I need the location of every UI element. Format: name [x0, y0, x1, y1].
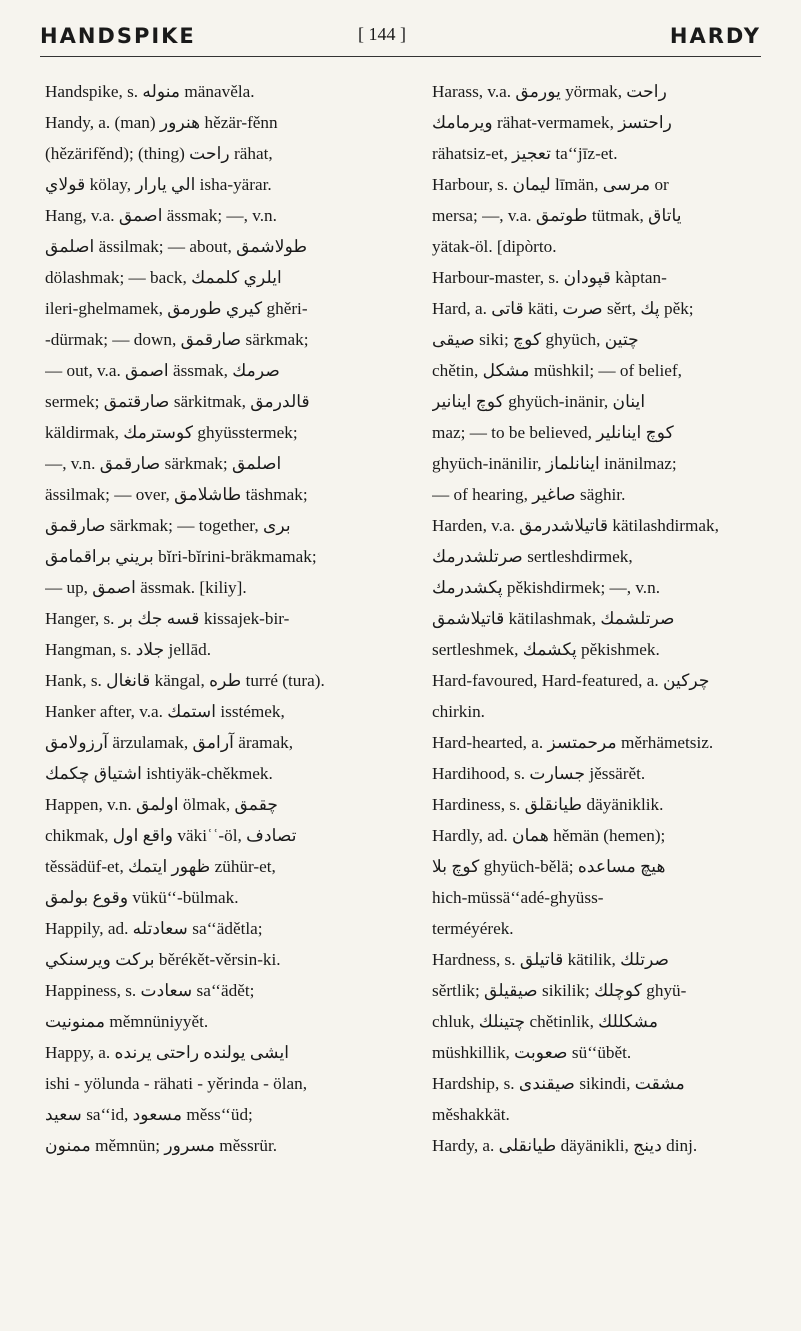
dictionary-line: بريني براقمامق bĭri-bĭrini-bräkmamak; — [45, 547, 317, 566]
dictionary-line: těssädüf-et, ظهور ايتمك zühür-et, — [45, 857, 276, 876]
dictionary-line: قولاي kölay, الي يارار ishа-yärar. — [45, 175, 272, 194]
dictionary-line: ممنونيت měmnüniyyět. — [45, 1012, 209, 1031]
dictionary-line: terméyérek. — [432, 919, 514, 938]
dictionary-line: Hang, v.a. اصمق ässmak; —, v.n. — [45, 206, 277, 225]
dictionary-line: Hardly, ad. همان hěmän (hemen); — [432, 826, 666, 845]
dictionary-line: rähatsiz-et, تعجيز ta‘‘jīz-et. — [432, 144, 618, 163]
dictionary-line: —, v.n. صارقمق särkmak; اصلمق — [45, 454, 282, 473]
dictionary-line: Hanker after, v.a. استمك isstémek, — [45, 702, 285, 721]
dictionary-line: كوچ بلا ghyüch-bělä; هيچ مساعده — [432, 857, 666, 876]
dictionary-line: ممنون měmnün; مسرور měssrür. — [45, 1136, 278, 1155]
dictionary-line: Hardness, s. قاتيلق kätilik, صرتلك — [432, 950, 670, 969]
dictionary-line: آرزولامق ärzulamak, آرامق äramak, — [45, 733, 294, 752]
right-column — [432, 76, 774, 1161]
dictionary-line: käldirmak, كوسترمك ghyüsstermek; — [45, 423, 298, 442]
dictionary-line: Hank, s. قانغال kängal, طره turré (tura). — [45, 671, 325, 690]
dictionary-line: — of hearing, صاغير säghir. — [432, 485, 626, 504]
running-head-right: HARDY — [669, 24, 761, 48]
dictionary-line: Happy, a. ايشى يولنده راحتى يرنده — [45, 1043, 290, 1062]
running-head-left: HANDSPIKE — [40, 24, 196, 48]
dictionary-line: صارقمق särkmak; — together, برى — [45, 516, 291, 535]
dictionary-line: Happily, ad. سعادتله sa‘‘ädětla; — [45, 919, 263, 938]
dictionary-line: sertleshmek, پكشمك pěkishmek. — [432, 640, 660, 659]
dictionary-line: Happen, v.n. اولمق ölmak, چقمق — [45, 795, 279, 814]
dictionary-line: صيقى siki; كوچ ghyüch, چتين — [432, 330, 639, 349]
dictionary-line: سعيد sa‘‘id, مسعود měss‘‘üd; — [45, 1105, 253, 1124]
dictionary-line: dölashmak; — back, ايلري كلممك — [45, 268, 282, 287]
dictionary-line: — up, اصمق ässmak. [kiliy]. — [45, 578, 247, 597]
dictionary-line: ghyüch-inänilir, اينانلماز inänilmaz; — [432, 454, 677, 473]
dictionary-line: Hangman, s. جلاد jellād. — [45, 640, 212, 659]
page-number: [ 144 ] — [358, 24, 406, 44]
dictionary-line: chirkin. — [432, 702, 485, 721]
dictionary-line: měshakkät. — [432, 1105, 510, 1124]
dictionary-line: ويرمامك rähat-vermamek, راحتسز — [432, 113, 672, 132]
dictionary-line: بركت ويرسنكي běrékět-věrsin-ki. — [45, 950, 281, 969]
dictionary-line: كوچ اينانير ghyüch-inänir, اينان — [432, 392, 646, 411]
dictionary-line: وقوع بولمق vükü‘‘-bülmak. — [45, 888, 239, 907]
dictionary-line: اشتياق چكمك ishtiyäk-chěkmek. — [45, 764, 273, 783]
dictionary-line: maz; — to be believed, كوچ اينانلير — [432, 423, 674, 442]
page-header — [40, 22, 761, 56]
dictionary-line: müshkillik, صعوبت sü‘‘übět. — [432, 1043, 632, 1062]
dictionary-line: ässilmak; — over, طاشلامق täshmak; — [45, 485, 308, 504]
dictionary-line: hich-müssä‘‘adé-ghyüss- — [432, 888, 604, 907]
dictionary-line: (hězärifěnd); (thing) راحت rähat, — [45, 144, 273, 163]
dictionary-line: Hard-favoured, Hard-featured, a. چركين — [432, 671, 710, 690]
dictionary-line: sermek; صارقتمق särkitmak, قالدرمق — [45, 392, 310, 411]
dictionary-line: قاتيلاشمق kätilashmak, صرتلشمك — [432, 609, 675, 628]
dictionary-line: Hardiness, s. طيانقلق däyäniklik. — [432, 795, 664, 814]
dictionary-line: Hard, a. قاتى käti, صرت sěrt, پك pěk; — [432, 299, 694, 318]
dictionary-line: Handy, a. (man) هنرور hězär-fěnn — [45, 113, 278, 132]
dictionary-line: Hardihood, s. جسارت jěssärět. — [432, 764, 646, 783]
dictionary-line: yätak-öl. [dipòrto. — [432, 237, 557, 256]
dictionary-line: chětin, مشكل müshkil; — of belief, — [432, 361, 682, 380]
header-rule — [40, 56, 761, 57]
dictionary-line: صرتلشدرمك sertleshdirmek, — [432, 547, 633, 566]
dictionary-line: Hardy, a. طيانقلى däyänikli, دينج dinj. — [432, 1136, 698, 1155]
dictionary-line: Harden, v.a. قاتيلاشدرمق kätilashdirmak, — [432, 516, 719, 535]
dictionary-line: mersa; —, v.a. طوتمق tütmak, ياتاق — [432, 206, 682, 225]
left-column — [45, 76, 387, 1161]
dictionary-line: Handspike, s. منوله mänavěla. — [45, 82, 255, 101]
dictionary-line: پكشدرمك pěkishdirmek; —, v.n. — [432, 578, 660, 597]
dictionary-line: — out, v.a. اصمق ässmak, صرمك — [45, 361, 280, 380]
dictionary-line: chikmak, واقع اول väkiʿʿ-öl, تصادف — [45, 826, 297, 845]
dictionary-line: Hard-hearted, a. مرحمتسز měrhämetsiz. — [432, 733, 714, 752]
dictionary-line: Harbour, s. ليمان līmän, مرسى or — [432, 175, 669, 194]
dictionary-line: Hardship, s. صيقندى sikindi, مشقت — [432, 1074, 685, 1093]
dictionary-line: Happiness, s. سعادت sa‘‘ädět; — [45, 981, 255, 1000]
dictionary-line: ishi - yölunda - rähati - yěrinda - ölan, — [45, 1074, 308, 1093]
dictionary-line: chluk, چتينلك chětinlik, مشكللك — [432, 1012, 659, 1031]
dictionary-line: ileri-ghelmamek, كيري طورمق ghěri- — [45, 299, 308, 318]
dictionary-line: Harbour-master, s. قپودان kàptan- — [432, 268, 667, 287]
dictionary-line: Hanger, s. قسه جك بر kissajek-bir- — [45, 609, 290, 628]
dictionary-line: Harass, v.a. يورمق yörmak, راحت — [432, 82, 667, 101]
dictionary-line: -dürmak; — down, صارقمق särkmak; — [45, 330, 309, 349]
dictionary-line: sěrtlik; صيقيلق sikilik; كوچلك ghyü- — [432, 981, 687, 1000]
dictionary-line: اصلمق ässilmak; — about, طولاشمق — [45, 237, 308, 256]
